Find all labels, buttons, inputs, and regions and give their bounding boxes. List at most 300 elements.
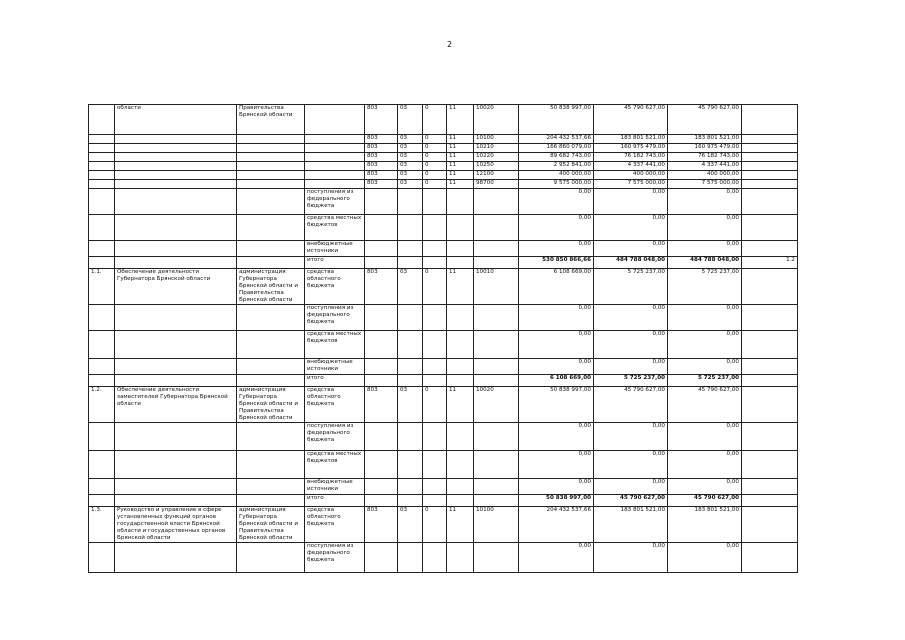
amount-cell: 183 801 521,00 xyxy=(668,135,742,144)
budget-code-cell: 0 xyxy=(423,387,447,423)
item-number-cell xyxy=(89,495,115,507)
budget-code-cell: 803 xyxy=(365,269,398,305)
amount-cell: 0,00 xyxy=(519,479,594,495)
budget-code-cell xyxy=(365,215,398,241)
budget-code-cell xyxy=(398,543,423,573)
budget-code-cell xyxy=(423,241,447,257)
amount-cell: 76 182 743,00 xyxy=(594,153,668,162)
budget-code-cell xyxy=(447,331,474,359)
table-row xyxy=(89,423,798,451)
amount-cell: 6 108 669,00 xyxy=(519,375,594,387)
budget-code-cell xyxy=(447,375,474,387)
budget-code-cell xyxy=(423,189,447,215)
executor-cell xyxy=(237,375,305,387)
amount-cell: 0,00 xyxy=(594,423,668,451)
funding-source-cell xyxy=(305,144,365,153)
table-row xyxy=(89,162,798,171)
amount-cell: 183 801 521,00 xyxy=(594,135,668,144)
note-cell xyxy=(742,105,798,135)
note-cell xyxy=(742,171,798,180)
item-number-cell xyxy=(89,359,115,375)
budget-code-cell: 11 xyxy=(447,180,474,189)
area-cell xyxy=(115,144,237,153)
amount-cell: 0,00 xyxy=(594,331,668,359)
amount-cell: 0,00 xyxy=(519,543,594,573)
amount-cell: 0,00 xyxy=(594,451,668,479)
budget-code-cell: 03 xyxy=(398,105,423,135)
executor-cell xyxy=(237,144,305,153)
area-cell xyxy=(115,162,237,171)
table-row xyxy=(89,105,798,135)
funding-source-cell xyxy=(305,180,365,189)
amount-cell: 45 790 627,00 xyxy=(594,387,668,423)
amount-cell: 0,00 xyxy=(519,241,594,257)
item-number-cell xyxy=(89,479,115,495)
table-row xyxy=(89,171,798,180)
amount-cell: 5 725 237,00 xyxy=(594,269,668,305)
budget-code-cell: 10020 xyxy=(474,105,519,135)
budget-code-cell: 03 xyxy=(398,135,423,144)
executor-cell xyxy=(237,189,305,215)
area-cell xyxy=(115,423,237,451)
amount-cell: 0,00 xyxy=(668,189,742,215)
amount-cell: 0,00 xyxy=(668,543,742,573)
budget-code-cell xyxy=(474,451,519,479)
amount-cell: 45 790 627,00 xyxy=(668,105,742,135)
budget-code-cell xyxy=(474,495,519,507)
table-row xyxy=(89,451,798,479)
budget-code-cell xyxy=(398,257,423,269)
budget-code-cell xyxy=(447,305,474,331)
budget-code-cell xyxy=(447,495,474,507)
item-number-cell xyxy=(89,105,115,135)
budget-code-cell: 98700 xyxy=(474,180,519,189)
table-row xyxy=(89,331,798,359)
amount-cell: 0,00 xyxy=(594,189,668,215)
amount-cell: 4 337 441,00 xyxy=(668,162,742,171)
budget-code-cell xyxy=(447,479,474,495)
executor-cell xyxy=(237,257,305,269)
total-row xyxy=(89,495,798,507)
amount-cell: 183 801 521,00 xyxy=(594,507,668,543)
amount-cell: 0,00 xyxy=(519,305,594,331)
funding-source-cell: внебюджетные источники xyxy=(305,359,365,375)
budget-code-cell xyxy=(398,479,423,495)
executor-cell xyxy=(237,135,305,144)
amount-cell: 204 432 537,66 xyxy=(519,507,594,543)
amount-cell: 5 725 237,00 xyxy=(594,375,668,387)
budget-code-cell: 0 xyxy=(423,153,447,162)
budget-code-cell: 11 xyxy=(447,135,474,144)
item-number-cell xyxy=(89,331,115,359)
amount-cell: 7 575 000,00 xyxy=(668,180,742,189)
page-number: 2 xyxy=(447,40,453,49)
executor-cell xyxy=(237,495,305,507)
budget-code-cell: 03 xyxy=(398,387,423,423)
item-number-cell: 1.3. xyxy=(89,507,115,543)
budget-code-cell: 03 xyxy=(398,171,423,180)
amount-cell: 50 838 997,00 xyxy=(519,387,594,423)
executor-cell xyxy=(237,359,305,375)
budget-code-cell xyxy=(398,331,423,359)
note-cell xyxy=(742,387,798,423)
item-number-cell xyxy=(89,135,115,144)
budget-code-cell: 11 xyxy=(447,144,474,153)
amount-cell: 9 575 000,00 xyxy=(519,180,594,189)
note-cell xyxy=(742,215,798,241)
funding-source-cell: средства областного бюджета xyxy=(305,269,365,305)
amount-cell: 89 682 743,00 xyxy=(519,153,594,162)
executor-cell xyxy=(237,215,305,241)
amount-cell: 0,00 xyxy=(668,305,742,331)
area-cell xyxy=(115,153,237,162)
budget-code-cell xyxy=(474,543,519,573)
note-cell xyxy=(742,507,798,543)
item-number-cell xyxy=(89,543,115,573)
item-number-cell: 1.1. xyxy=(89,269,115,305)
funding-source-cell: средства областного бюджета xyxy=(305,507,365,543)
item-number-cell xyxy=(89,305,115,331)
executor-cell xyxy=(237,153,305,162)
executor-cell xyxy=(237,162,305,171)
budget-code-cell: 0 xyxy=(423,171,447,180)
executor-cell xyxy=(237,543,305,573)
executor-cell xyxy=(237,171,305,180)
table-row xyxy=(89,479,798,495)
executor-cell xyxy=(237,331,305,359)
total-row xyxy=(89,257,798,269)
budget-code-cell xyxy=(365,451,398,479)
table-row xyxy=(89,241,798,257)
table-row xyxy=(89,135,798,144)
executor-cell: Правительства Брянской области xyxy=(237,105,305,135)
budget-code-cell: 03 xyxy=(398,507,423,543)
amount-cell: 45 790 627,00 xyxy=(594,495,668,507)
budget-code-cell: 10020 xyxy=(474,387,519,423)
area-cell: Обеспечение деятельности заместителей Губернатора Брянской области xyxy=(115,387,237,423)
item-number-cell xyxy=(89,423,115,451)
budget-code-cell xyxy=(398,495,423,507)
budget-code-cell xyxy=(365,543,398,573)
amount-cell: 0,00 xyxy=(519,189,594,215)
budget-code-cell: 803 xyxy=(365,171,398,180)
table-row xyxy=(89,359,798,375)
amount-cell: 204 432 537,66 xyxy=(519,135,594,144)
funding-source-cell: средства местных бюджетов xyxy=(305,451,365,479)
budget-code-cell: 803 xyxy=(365,180,398,189)
note-cell xyxy=(742,269,798,305)
table-row xyxy=(89,543,798,573)
budget-code-cell: 03 xyxy=(398,153,423,162)
budget-table xyxy=(88,104,798,573)
executor-cell xyxy=(237,241,305,257)
budget-code-cell: 10220 xyxy=(474,153,519,162)
funding-source-cell xyxy=(305,162,365,171)
budget-code-cell: 03 xyxy=(398,162,423,171)
amount-cell: 5 725 237,00 xyxy=(668,375,742,387)
item-number-cell xyxy=(89,144,115,153)
budget-code-cell xyxy=(474,359,519,375)
note-cell: 1.2 xyxy=(742,257,798,269)
amount-cell: 166 860 079,00 xyxy=(519,144,594,153)
budget-code-cell: 12100 xyxy=(474,171,519,180)
total-row xyxy=(89,375,798,387)
amount-cell: 0,00 xyxy=(668,215,742,241)
item-number-cell xyxy=(89,241,115,257)
area-cell xyxy=(115,479,237,495)
budget-code-cell xyxy=(447,451,474,479)
amount-cell: 7 575 000,00 xyxy=(594,180,668,189)
area-cell: области xyxy=(115,105,237,135)
amount-cell: 530 850 866,66 xyxy=(519,257,594,269)
table-row xyxy=(89,387,798,423)
budget-code-cell xyxy=(365,241,398,257)
item-number-cell xyxy=(89,180,115,189)
funding-source-cell: поступления из федерального бюджета xyxy=(305,189,365,215)
note-cell xyxy=(742,189,798,215)
budget-code-cell: 0 xyxy=(423,269,447,305)
amount-cell: 160 975 479,00 xyxy=(668,144,742,153)
note-cell xyxy=(742,375,798,387)
area-cell xyxy=(115,543,237,573)
area-cell xyxy=(115,305,237,331)
funding-source-cell: итого xyxy=(305,495,365,507)
budget-code-cell: 0 xyxy=(423,180,447,189)
area-cell: Обеспечение деятельности Губернатора Брянской области xyxy=(115,269,237,305)
area-cell xyxy=(115,331,237,359)
budget-code-cell: 03 xyxy=(398,180,423,189)
executor-cell xyxy=(237,479,305,495)
area-cell xyxy=(115,495,237,507)
amount-cell: 0,00 xyxy=(519,451,594,479)
budget-code-cell xyxy=(474,331,519,359)
table-row xyxy=(89,215,798,241)
amount-cell: 0,00 xyxy=(668,241,742,257)
area-cell xyxy=(115,359,237,375)
note-cell xyxy=(742,331,798,359)
budget-code-cell xyxy=(365,375,398,387)
budget-code-cell xyxy=(447,543,474,573)
budget-code-cell: 0 xyxy=(423,144,447,153)
amount-cell: 6 108 669,00 xyxy=(519,269,594,305)
budget-code-cell: 0 xyxy=(423,162,447,171)
budget-code-cell xyxy=(474,189,519,215)
item-number-cell xyxy=(89,257,115,269)
budget-code-cell: 0 xyxy=(423,507,447,543)
note-cell xyxy=(742,162,798,171)
budget-code-cell: 11 xyxy=(447,269,474,305)
table-row xyxy=(89,153,798,162)
table-row xyxy=(89,144,798,153)
amount-cell: 50 838 997,00 xyxy=(519,495,594,507)
budget-code-cell xyxy=(398,423,423,451)
budget-code-cell xyxy=(365,479,398,495)
funding-source-cell: внебюджетные источники xyxy=(305,241,365,257)
note-cell xyxy=(742,479,798,495)
amount-cell: 0,00 xyxy=(668,359,742,375)
note-cell xyxy=(742,180,798,189)
budget-code-cell: 0 xyxy=(423,135,447,144)
area-cell: Руководство и управление в сфере установленных функций органов государственной власти Брянской области и государственных органов Брянской области xyxy=(115,507,237,543)
note-cell xyxy=(742,135,798,144)
budget-code-cell xyxy=(474,215,519,241)
budget-code-cell xyxy=(398,451,423,479)
budget-code-cell xyxy=(365,423,398,451)
area-cell xyxy=(115,257,237,269)
item-number-cell xyxy=(89,375,115,387)
budget-code-cell: 11 xyxy=(447,105,474,135)
budget-code-cell: 11 xyxy=(447,387,474,423)
budget-code-cell xyxy=(447,241,474,257)
budget-code-cell xyxy=(365,495,398,507)
area-cell xyxy=(115,215,237,241)
amount-cell: 183 801 521,00 xyxy=(668,507,742,543)
amount-cell: 45 790 627,00 xyxy=(668,495,742,507)
executor-cell xyxy=(237,180,305,189)
amount-cell: 45 790 627,00 xyxy=(668,387,742,423)
executor-cell: администрация Губернатора Брянской области и Правительства Брянской области xyxy=(237,387,305,423)
funding-source-cell xyxy=(305,105,365,135)
funding-source-cell xyxy=(305,171,365,180)
table-row xyxy=(89,189,798,215)
budget-code-cell xyxy=(423,305,447,331)
table-row xyxy=(89,180,798,189)
budget-code-cell xyxy=(474,479,519,495)
amount-cell: 484 788 048,00 xyxy=(668,257,742,269)
area-cell xyxy=(115,451,237,479)
budget-code-cell: 03 xyxy=(398,144,423,153)
budget-code-cell: 03 xyxy=(398,269,423,305)
budget-code-cell xyxy=(474,423,519,451)
budget-code-cell xyxy=(365,189,398,215)
budget-code-cell xyxy=(474,375,519,387)
funding-source-cell: итого xyxy=(305,375,365,387)
note-cell xyxy=(742,495,798,507)
funding-source-cell: поступления из федерального бюджета xyxy=(305,305,365,331)
executor-cell xyxy=(237,423,305,451)
item-number-cell xyxy=(89,451,115,479)
budget-code-cell: 11 xyxy=(447,507,474,543)
amount-cell: 2 952 841,00 xyxy=(519,162,594,171)
budget-code-cell xyxy=(365,359,398,375)
budget-code-cell xyxy=(474,305,519,331)
table-row xyxy=(89,507,798,543)
amount-cell: 76 182 743,00 xyxy=(668,153,742,162)
amount-cell: 160 975 479,00 xyxy=(594,144,668,153)
note-cell xyxy=(742,153,798,162)
funding-source-cell: поступления из федерального бюджета xyxy=(305,423,365,451)
funding-source-cell: итого xyxy=(305,257,365,269)
funding-source-cell xyxy=(305,135,365,144)
budget-code-cell: 803 xyxy=(365,153,398,162)
amount-cell: 400 000,00 xyxy=(519,171,594,180)
funding-source-cell xyxy=(305,153,365,162)
note-cell xyxy=(742,305,798,331)
amount-cell: 4 337 441,00 xyxy=(594,162,668,171)
amount-cell: 50 838 997,00 xyxy=(519,105,594,135)
budget-code-cell: 11 xyxy=(447,171,474,180)
amount-cell: 0,00 xyxy=(594,359,668,375)
budget-code-cell xyxy=(423,359,447,375)
budget-code-cell xyxy=(447,423,474,451)
budget-code-cell xyxy=(447,189,474,215)
budget-code-cell xyxy=(423,495,447,507)
amount-cell: 5 725 237,00 xyxy=(668,269,742,305)
note-cell xyxy=(742,144,798,153)
funding-source-cell: внебюджетные источники xyxy=(305,479,365,495)
budget-code-cell xyxy=(423,423,447,451)
note-cell xyxy=(742,241,798,257)
area-cell xyxy=(115,189,237,215)
table-row xyxy=(89,305,798,331)
amount-cell: 0,00 xyxy=(519,331,594,359)
budget-code-cell: 11 xyxy=(447,153,474,162)
amount-cell: 0,00 xyxy=(594,543,668,573)
budget-code-cell xyxy=(423,331,447,359)
item-number-cell xyxy=(89,153,115,162)
budget-code-cell xyxy=(447,215,474,241)
budget-code-cell xyxy=(365,257,398,269)
budget-code-cell: 803 xyxy=(365,105,398,135)
budget-code-cell: 10250 xyxy=(474,162,519,171)
table-row xyxy=(89,269,798,305)
funding-source-cell: средства местных бюджетов xyxy=(305,331,365,359)
item-number-cell xyxy=(89,215,115,241)
area-cell xyxy=(115,375,237,387)
budget-code-cell xyxy=(423,543,447,573)
budget-code-cell: 803 xyxy=(365,387,398,423)
amount-cell: 400 000,00 xyxy=(594,171,668,180)
executor-cell xyxy=(237,451,305,479)
amount-cell: 0,00 xyxy=(594,241,668,257)
executor-cell: администрация Губернатора Брянской области и Правительства Брянской области xyxy=(237,269,305,305)
budget-code-cell: 11 xyxy=(447,162,474,171)
amount-cell: 45 790 627,00 xyxy=(594,105,668,135)
item-number-cell xyxy=(89,162,115,171)
note-cell xyxy=(742,423,798,451)
note-cell xyxy=(742,451,798,479)
budget-code-cell xyxy=(398,215,423,241)
amount-cell: 0,00 xyxy=(519,215,594,241)
funding-source-cell: поступления из федерального бюджета xyxy=(305,543,365,573)
area-cell xyxy=(115,171,237,180)
budget-code-cell xyxy=(398,305,423,331)
budget-code-cell xyxy=(365,331,398,359)
funding-source-cell: средства областного бюджета xyxy=(305,387,365,423)
amount-cell: 0,00 xyxy=(594,479,668,495)
executor-cell xyxy=(237,305,305,331)
budget-code-cell xyxy=(447,359,474,375)
budget-code-cell: 0 xyxy=(423,105,447,135)
item-number-cell xyxy=(89,189,115,215)
budget-code-cell: 10100 xyxy=(474,135,519,144)
amount-cell: 0,00 xyxy=(594,305,668,331)
area-cell xyxy=(115,135,237,144)
amount-cell: 400 000,00 xyxy=(668,171,742,180)
budget-code-cell xyxy=(474,241,519,257)
amount-cell: 0,00 xyxy=(519,359,594,375)
note-cell xyxy=(742,543,798,573)
budget-code-cell xyxy=(398,375,423,387)
note-cell xyxy=(742,359,798,375)
item-number-cell xyxy=(89,171,115,180)
budget-code-cell xyxy=(365,305,398,331)
funding-source-cell: средства местных бюджетов xyxy=(305,215,365,241)
area-cell xyxy=(115,241,237,257)
amount-cell: 0,00 xyxy=(519,423,594,451)
budget-code-cell xyxy=(423,375,447,387)
budget-code-cell: 10010 xyxy=(474,269,519,305)
